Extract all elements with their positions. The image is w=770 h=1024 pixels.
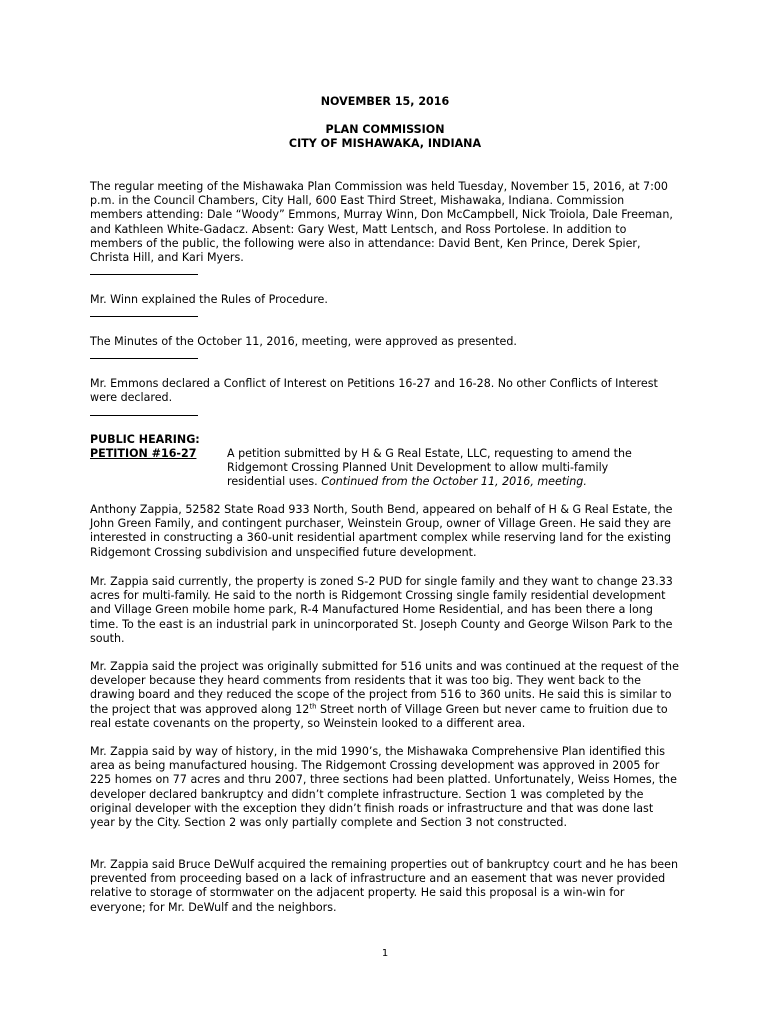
zappia-paragraph-1: Anthony Zappia, 52582 State Road 933 North, South Bend, appeared on behalf of H & G Real Estate, the John Green Family, and contingent purchaser, Weinstein Group, owner of Village Green. He said they are interested in constructing a 360-unit residential apartment complex while reserving land for the existing Ridgemont Crossing subdivision and unspecified future development. bbox=[90, 503, 673, 559]
petition-number: PETITION #16-27 bbox=[90, 447, 197, 461]
public-hearing-label: PUBLIC HEARING: bbox=[90, 433, 200, 446]
ordinal-suffix: th bbox=[309, 701, 317, 710]
zappia-paragraph-3 bbox=[90, 660, 680, 731]
zappia-paragraph-2: Mr. Zappia said currently, the property is zoned S-2 PUD for single family and they want to change 23.33 acres for multi-family. He said to the north is Ridgemont Crossing single family residential development and Village Green mobile home park, R-4 Manufactured Home Residential, and has been there a long time. To the east is an industrial park in unincorporated St. Joseph County and George Wilson Park to the south. bbox=[90, 575, 673, 645]
city-title: CITY OF MISHAWAKA, INDIANA bbox=[288, 137, 482, 150]
public-hearing-heading bbox=[90, 433, 200, 461]
paragraph-3-text-a: Mr. Zappia said the project was originally submitted for 516 units and was continued at the request of the developer because they heard comments from residents that it was too big. They went back to the drawing board and they reduced the scope of the project from 516 to 360 units. He said this is similar to the project that was approved along 12 bbox=[90, 660, 679, 716]
rules-paragraph: Mr. Winn explained the Rules of Procedure. bbox=[90, 293, 328, 306]
petition-text: A petition submitted by H & G Real Estate, LLC, requesting to amend the Ridgemont Crossing Planned Unit Development to allow multi-family residential uses. bbox=[227, 447, 632, 489]
meeting-date: NOVEMBER 15, 2016 bbox=[320, 95, 450, 108]
section-divider bbox=[90, 358, 198, 359]
section-divider bbox=[90, 274, 198, 275]
continued-note: Continued from the October 11, 2016, meeting. bbox=[321, 475, 587, 489]
petition-description bbox=[227, 447, 667, 490]
minutes-paragraph: The Minutes of the October 11, 2016, meeting, were approved as presented. bbox=[90, 335, 517, 348]
section-divider bbox=[90, 316, 198, 317]
zappia-paragraph-4: Mr. Zappia said by way of history, in the mid 1990’s, the Mishawaka Comprehensive Plan identified this area as being manufactured housing. The Ridgemont Crossing development was approved in 2005 for 225 homes on 77 acres and thru 2007, three sections had been platted. Unfortunately, Weiss Homes, the developer declared bankruptcy and didn’t complete infrastructure. Section 1 was completed by the original developer with the exception they didn’t finish roads or infrastructure and that was done last year by the City. Section 2 was only partially complete and Section 3 not constructed. bbox=[90, 745, 677, 830]
conflict-paragraph: Mr. Emmons declared a Conflict of Interest on Petitions 16-27 and 16-28. No other Conflicts of Interest were declared. bbox=[90, 377, 658, 405]
commission-title: PLAN COMMISSION bbox=[325, 123, 445, 136]
paragraph-3-text-b: Street north of Village Green but never came to fruition due to real estate covenants on the property, so Weinstein looked to a different area. bbox=[90, 702, 668, 730]
section-divider bbox=[90, 415, 198, 416]
zappia-paragraph-5: Mr. Zappia said Bruce DeWulf acquired the remaining properties out of bankruptcy court and he has been prevented from proceeding based on a lack of infrastructure and an easement that was never provided relative to storage of stormwater on the adjacent property. He said this proposal is a win-win for everyone; for Mr. DeWulf and the neighbors. bbox=[90, 858, 678, 914]
intro-paragraph: The regular meeting of the Mishawaka Plan Commission was held Tuesday, November 15, 2016, at 7:00 p.m. in the Council Chambers, City Hall, 600 East Third Street, Mishawaka, Indiana. Commission members attending: Dale “Woody” Emmons, Murray Winn, Don McCampbell, Nick Troiola, Dale Freeman, and Kathleen White-Gadacz. Absent: Gary West, Matt Lentsch, and Ross Portolese. In addition to members of the public, the following were also in attendance: David Bent, Ken Prince, Derek Spier, Christa Hill, and Kari Myers. bbox=[90, 180, 673, 265]
page-number: 1 bbox=[381, 948, 389, 959]
